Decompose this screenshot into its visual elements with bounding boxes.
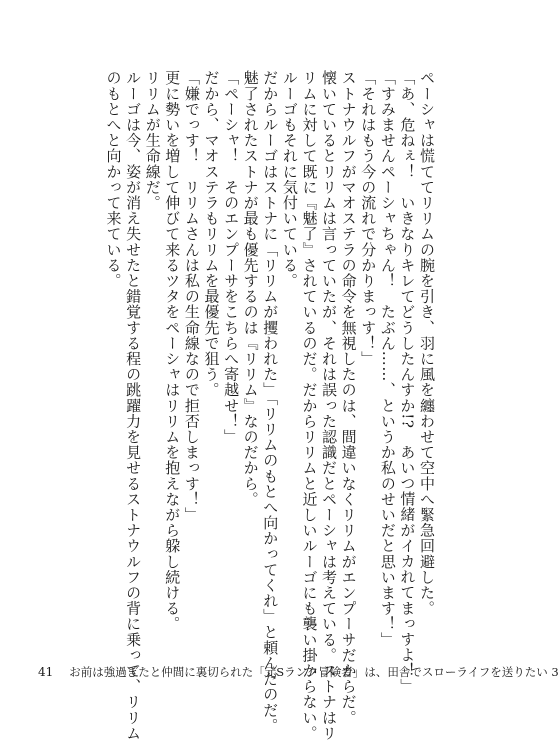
text-line: 「それはもう今の流れで分かりまっす！」 xyxy=(359,70,378,367)
text-line: 「嫌でっす！ リリムさんは私の生命線なので拒否しまっす！」 xyxy=(182,70,201,523)
text-line: だからルーゴはストナに「リリムが攫われた」「リリムのもとへ向かってくれ」と頼んだのだ。 xyxy=(261,70,280,734)
text-line: 「すみませんペーシャちゃん！ たぶん……、というか私のせいだと思います！」 xyxy=(378,70,397,648)
text-line: ルーゴもそれに気付いている。 xyxy=(280,70,299,289)
text-line: ペーシャは慌ててリリムの腕を引き、羽に風を纏わせて空中へ緊急回避した。 xyxy=(418,70,436,616)
text-line: 更に勢いを増して伸びて来るツタをペーシャはリリムを抱えながら躱し続ける。 xyxy=(163,70,182,632)
text-line: リムに対して既に『魅了』されているのだ。だからリリムと近しいルーゴにも襲い掛からない。 xyxy=(300,70,319,741)
text-line: ストナウルフがマオステラの命令を無視したのは、間違いなくリリムがエンプーサだからだ。 xyxy=(339,70,358,726)
text-line: リリムが生命線だ。 xyxy=(143,70,162,211)
text-line: 懐いているとリリムは言っていたが、それは誤った認識だとペーシャは考えている。ストナはリ xyxy=(320,70,339,741)
text-line: 魅了されたストナが最も優先するのは『リリム』なのだから。 xyxy=(241,70,260,507)
text-line: のもとへと向かって来ている。 xyxy=(104,70,123,289)
page-footer xyxy=(38,664,559,680)
page-number: 41 xyxy=(38,665,54,679)
text-line: だから、マオステラもリリムを最優先で狙う。 xyxy=(202,70,221,398)
text-line: 「あ、危ねぇ！ いきなりキレてどうしたんすか!? あいつ情緒がイカれてまっすよ！」 xyxy=(398,70,417,694)
book-title: お前は強過ぎたと仲間に裏切られた「元Sランク冒険者」は、田舎でスローライフを送りたい 3 xyxy=(69,665,559,679)
text-line: ルーゴは今、姿が消え失せたと錯覚する程の跳躍力を見せるストナウルフの背に乗って、リリム xyxy=(124,70,143,741)
text-line: 「ペーシャ！ そのエンプーサをこちらへ寄越せ！」 xyxy=(222,70,241,445)
